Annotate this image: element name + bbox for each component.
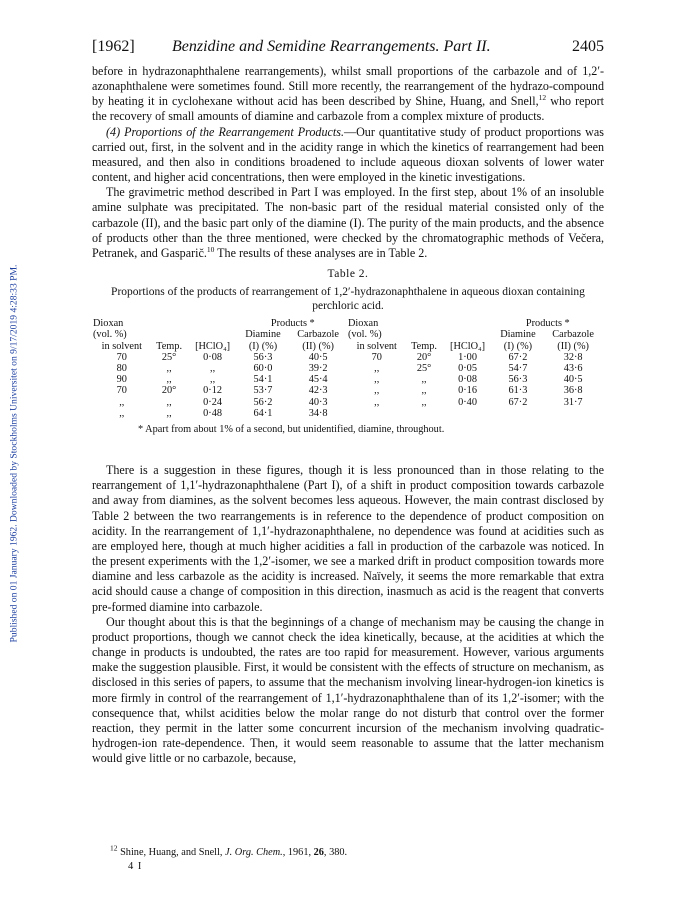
col-dioxan-label-2: Dioxan [347,318,379,330]
paragraph-4: There is a suggestion in these figures, though it is less pronounced than in those relating to the rearrangement of 1,1′-hydrazonaphthalene (Part I), of a shift in product composition towards carbazole and away from diamines, as the solvent becomes less aqueous. However, the main contrast disclosed by Table 2 between the two rearrangements is in reference to the dependence of product composition on acidity. In the rearrangement of 1,1′-hydrazonaphthalene, no dependence was found at acidities such as are employed here, though at much higher acidities a fall in production of the carbazole was noticed. In the present experiments with the 1,2′-isomer, we see a marked drift in product composition towards more diamine and less carbazole as the acidity is increased. Naïvely, it seems the more remarkable that extra acid should cause a change of composition in this direction, inasmuch as acid is the reagent that converts pre-formed diamine into carbazole. [92,463,604,614]
table-row: 90 ,, ,, 54·1 45·4 ,, ,, 0·08 56·3 40·5 [116,374,583,386]
data-table: Dioxan Products * Dioxan Products * (vol. %) Diamine Carbazole (vol. %) Diamine Carbazole in solvent Temp. [HClO₄] (I) (%) (II) (%) in solvent Temp. [HClO₄] (I) (%) (II) (%) 70 25° 0·08 56·3 40·5 70 20° 1·00 67·2 32·8 80 ,, ,, 60·0 39·2 ,, 25° 0·05 54·7 43·6 90 ,, ,, 54·1 45·4 ,, ,, 0·08 56·3 40·5 70 20° 0·12 53·7 42·3 ,, ,, 0·16 61·3 36·8 ,, ,, 0·24 56·2 40·3 ,, ,, 0·40 67·2 31·7 ,, ,, 0·48 64·1 34·8 [93,318,603,419]
col-dioxan-label: Dioxan [93,318,124,330]
page-body [92,64,604,766]
paragraph-5: Our thought about this is that the beginnings of a change of mechanism may be causing the change in product proportions, though we cannot check the idea kinetically, because, at the acidities at which the change in products is undoubted, the rates are too rapid for measurement. However, various arguments make the suggestion plausible. First, it would be consistent with the effects of structure on mechanism, as disclosed in this series of papers, to assume that the mechanism involving linear-hydrogen-ion kinetics is more firmly in control of the rearrangement of 1,1′-hydrazonaphthalene than of its 1,2′-isomer; with the consequence that, whilst acidities below the molar range do not disturb that control over the former reaction, they permit in the latter some concurrent incursion of the mechanism involving quadratic-hydrogen-ion rate-dependence. Then, it would seem reasonable to assume that the latter mechanism would give little or no carbazole, because, [92,614,604,766]
paragraph-1: before in hydrazonaphthalene rearrangements), whilst small proportions of the carbazole and of 1,2′-azonaphthalene were sometimes found. Still more recently, the rearrangement of the hydrazo-compound by heating it in cyclohexane without acid has been described by Shine, Huang, and Snell,$^{12}$ who report the recovery of small amounts of diamine and carbazole from a complex mixture of products. [92,64,604,124]
paragraph-2: (4) Proportions of the Rearrangement Products.—Our quantitative study of product proportions was carried out, first, in the solvent and in the acidity range in which the kinetics of rearrangement had been measured, and then also in conditions broadened to include aqueous dioxan solvents of lower water content, and higher acid concentrations, then were employed in the kinetic investigations. [92,124,604,185]
signature-mark: 4 I [128,861,143,872]
table-footnote: * Apart from about 1% of a second, but unidentified, diamine, throughout. [138,424,445,436]
download-notice: Published on 01 January 1962. Downloaded by Stockholms Universitet on 9/17/2019 4:28:33 PM. [8,264,20,643]
col-products-label-2: Products * [525,318,570,330]
table-row: 70 25° 0·08 56·3 40·5 70 20° 1·00 67·2 32·8 [116,351,583,363]
col-products-label: Products * [270,318,315,330]
table-subtitle: Proportions of the products of rearrangement of 1,2′-hydrazonaphthalene in aqueous dioxan containing perchloric acid. [111,286,585,313]
section-heading: (4) Proportions of the Rearrangement Products. [106,124,344,139]
page-footnote: $^{12}$ Shine, Huang, and Snell, J. Org. Chem., 1961, 26, 380. [110,843,348,858]
table-row: 70 20° 0·12 53·7 42·3 ,, ,, 0·16 61·3 36·8 [116,385,583,397]
header-year: [1962] [92,38,135,55]
table-caption: Table 2. [327,268,369,281]
table-row: ,, ,, 0·48 64·1 34·8 [119,407,328,419]
paragraph-3: The gravimetric method described in Part I was employed. In the first step, about 1% of an insoluble amine sulphate was precipitated. The non-basic part of the residual material consisted only of the carbazole (II), and the basic part only of the diamine (I). The purity of the main products, and the absence of products other than the three mentioned, were checked by the chromatographic methods of Večera, Petranek, and Gasparič.$^{10}$ The results of these analyses are in Table 2. [92,185,604,260]
page-number: 2405 [572,38,604,55]
reference-12: 12 [538,93,547,103]
table-row: ,, ,, 0·24 56·2 40·3 ,, ,, 0·40 67·2 31·7 [119,396,583,408]
page-header [92,38,604,58]
reference-10: 10 [206,244,215,254]
header-title: Benzidine and Semidine Rearrangements. Part II. [172,38,491,55]
table-row: 80 ,, ,, 60·0 39·2 ,, 25° 0·05 54·7 43·6 [116,363,583,374]
